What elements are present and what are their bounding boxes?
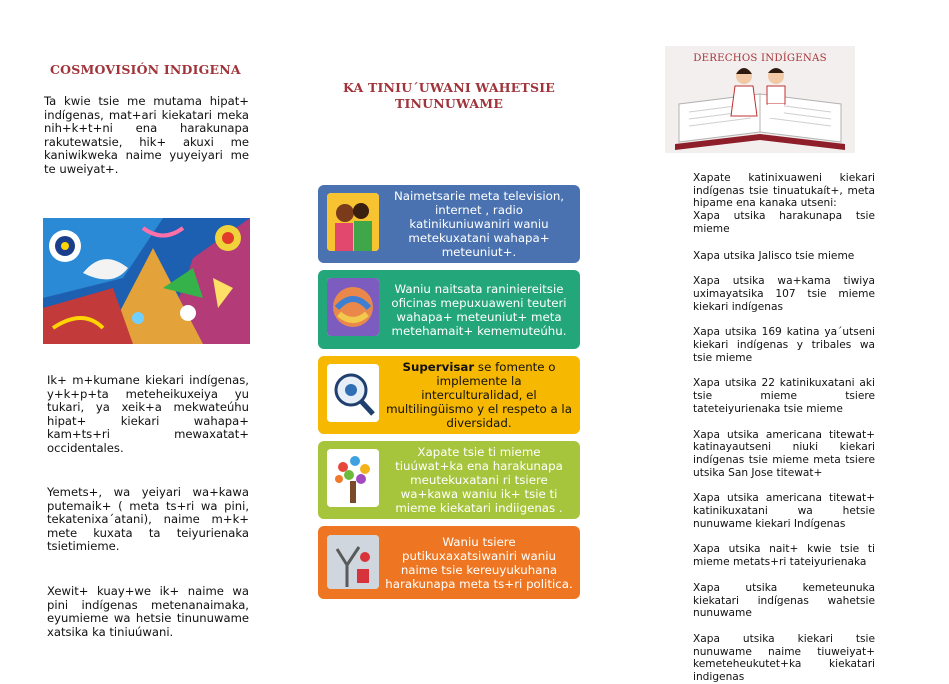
rights-list-item: Xapa utsika americana titewat+ katinayautseni niuki kiekari indígenas tsie mieme meta tsiere utsika San Jose titewat+ (693, 428, 875, 479)
center-title: KA TINIU´UWANI WAHETSIE TINUNUWAME (342, 80, 556, 111)
info-card-2-text: Waniu naitsata raniniereitsie oficinas mepuxuaweni teuteri wahapa+ meteuniut+ meta metehamait+ kememuteúhu. (391, 281, 567, 338)
info-card-4 (318, 441, 580, 519)
info-card-5-text: Waniu tsiere putikuxaxatsiwaniri waniu naime tsie kereuyukuhana harakunapa meta ts+ri politica. (385, 534, 573, 591)
info-card-1-text: Naimetsarie meta television, internet , radio katinikuniuwaniri waniu metekuxatani wahapa+ meteuniut+. (393, 189, 565, 259)
info-card-3 (318, 356, 580, 434)
left-paragraph-3: Yemets+, wa yeiyari wa+kawa putemaik+ ( meta ts+ri wa pini, tekatenixa´atani), naime m+k+ mete kuxata ta teiyurienaka tsietimieme. (47, 485, 249, 553)
rights-list-item: Xapa utsika nait+ kwie tsie ti mieme metats+ri tateiyurienaka (693, 543, 875, 569)
rights-list-item: Xapate katinixuaweni kiekari indígenas tsie tinuatukaít+, meta hipame ena kanaka utseni: Xapa utsika harakunapa tsie mieme (693, 172, 875, 235)
info-card-2 (318, 270, 580, 349)
info-card-3-text: se fomente o implemente la interculturalidad, el multilingüismo y el respeto a la diversidad. (386, 360, 572, 430)
slingshot-illustration-icon (327, 535, 379, 589)
tree-illustration-icon (327, 449, 379, 507)
rights-list-item: Xapa utsika kiekari tsie nunuwame naime tiuweiyat+ kemeteheukutet+ka kiekatari indigenas (693, 632, 875, 684)
magnifier-eye-icon (327, 364, 379, 422)
left-intro: Ta kwie tsie me mutama hipat+ indígenas, mat+ari kiekatari meka nih+k+t+ni ena harakunapa rakutewatsie, hik+ akuxi me kaniwikweka naime yuyeiyari me te uweiyat+. (44, 94, 249, 176)
rights-list-item: Xapa utsika kemeteunuka kiekatari indígenas wahetsie nunuwame (693, 581, 875, 620)
left-paragraph-2: Ik+ m+kumane kiekari indígenas, y+k+p+ta meteheikuxeiya yu tukari, ya xeik+a mekwateúhu hipat+ kiekari wahapa+ kam+ts+ri mewaxatat+ occidentales. (47, 373, 249, 455)
rights-list-item: Xapa utsika 169 katina ya´utseni kiekari indígenas y tribales wa tsie mieme (693, 326, 875, 364)
rights-list-item: Xapa utsika 22 katinikuxatani aki tsie mieme tsiere tateteiyurienaka tsie mieme (693, 377, 875, 415)
left-title: COSMOVISIÓN INDIGENA (50, 62, 241, 77)
huichol-art-image (43, 218, 250, 344)
rights-list (693, 172, 875, 684)
rights-list-item: Xapa utsika wa+kama tiwiya uximayatsika 107 tsie mieme kiekari indígenas (693, 275, 875, 313)
hands-illustration-icon (327, 278, 379, 336)
info-card-4-text: Xapate tsie ti mieme tiuúwat+ka ena harakunapa meutekuxatani ri tsiere wa+kawa waniu ik+ tsie ti mieme kiekatari indiigenas . (395, 445, 563, 515)
rights-list-item: Xapa utsika americana titewat+ katinikuxatani wa hetsie nunuwame kiekari Indígenas (693, 492, 875, 530)
rights-list-item: Xapa utsika Jalisco tsie mieme (693, 249, 855, 262)
info-card-1 (318, 185, 580, 263)
derechos-banner-title: DERECHOS INDÍGENAS (693, 53, 827, 64)
children-illustration-icon (327, 193, 379, 251)
derechos-indigenas-image (665, 46, 855, 153)
info-card-3-bold: Supervisar (402, 360, 475, 374)
left-paragraph-4: Xewit+ kuay+we ik+ naime wa pini indígenas metenanaimaka, eyumieme wa hetsie tinunuwame xatsika ka tiniuúwani. (47, 584, 249, 639)
info-card-5 (318, 526, 580, 599)
